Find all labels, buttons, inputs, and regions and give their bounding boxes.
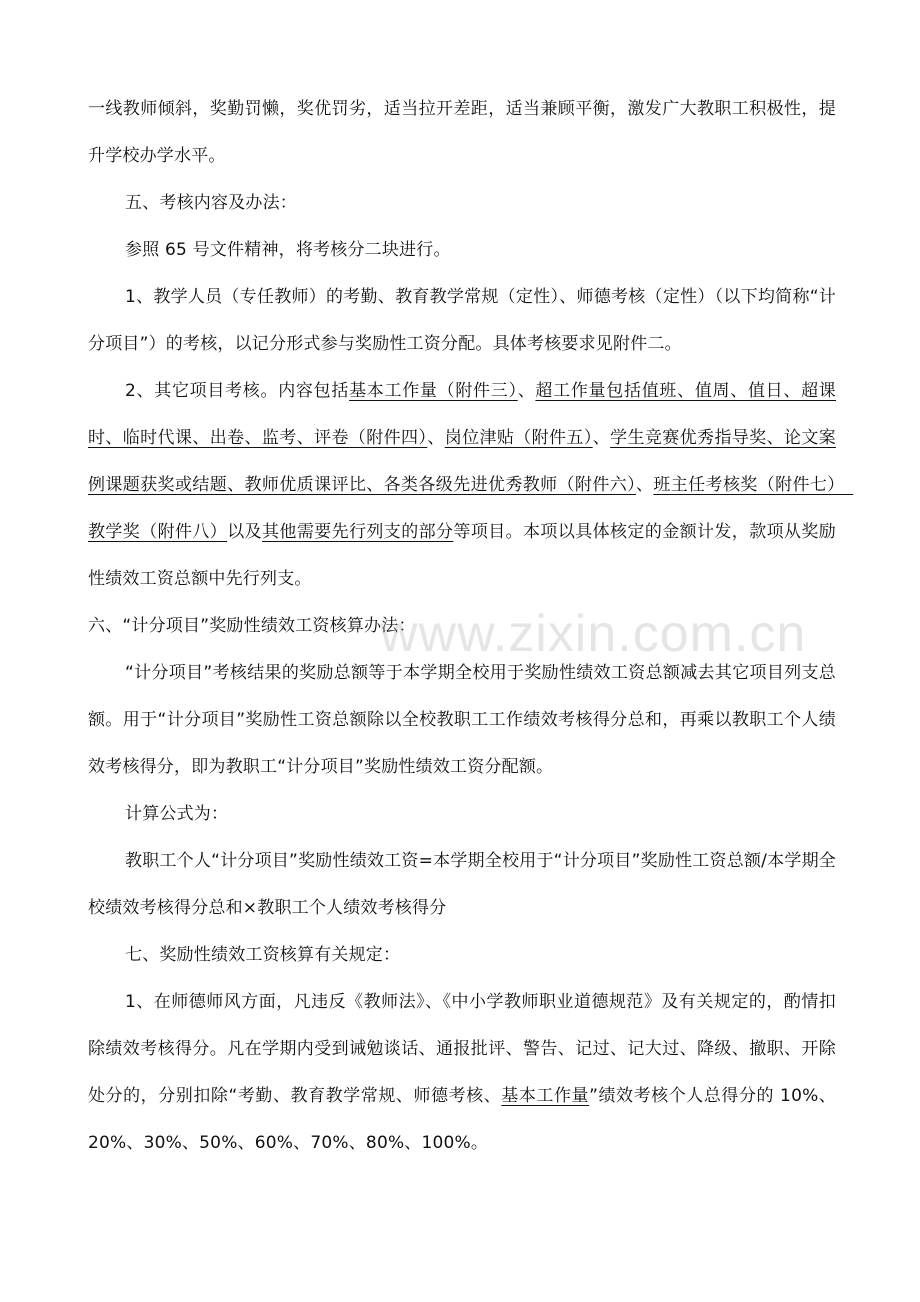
item-2-sep-4: 、	[636, 475, 654, 495]
ethics-basic-workload: 基本工作量	[501, 1086, 590, 1106]
section-7-heading: 七、奖励性绩效工资核算有关规定：	[125, 945, 401, 965]
item-2-basic-workload: 基本工作量（附件三）	[349, 381, 518, 401]
item-2-spacer	[853, 475, 870, 495]
paragraph-reference-65: 参照 65 号文件精神，将考核分二块进行。	[125, 240, 451, 260]
item-2-sep-3: 、	[592, 428, 611, 448]
paragraph-intro-continuation: 一线教师倾斜，奖勤罚懒，奖优罚劣，适当拉开差距，适当兼顾平衡，激发广大教职工积极性，提升学校办学水平。	[88, 99, 836, 166]
formula-label: 计算公式为：	[125, 804, 229, 824]
item-2-other-expenses: 其他需要先行列支的部分	[262, 522, 454, 542]
item-2-extra-workload: 超工作量包括值班、值周、值日、超课时、临时代课、出卷、监考、评卷（附件四）	[88, 381, 837, 448]
item-2-post-allowance: 岗位津贴（附件五）	[444, 428, 593, 448]
paragraph-ethics-rule	[88, 979, 836, 1167]
formula-text: 教职工个人“计分项目”奖励性绩效工资=本学期全校用于“计分项目”奖励性工资总额/本学期全校绩效考核得分总和×教职工个人绩效考核得分	[88, 851, 836, 918]
section-6-heading: 六、“计分项目”奖励性绩效工资核算办法：	[88, 616, 416, 636]
section-5-heading: 五、考核内容及办法：	[125, 193, 297, 213]
item-2-text-1: 2、其它项目考核。内容包括	[125, 381, 350, 401]
item-2-gap	[836, 475, 853, 495]
item-2-sep-2: 、	[427, 428, 445, 448]
item-2-head-teacher-award: 班主任考核奖（附件七）	[653, 475, 836, 495]
paragraph-scoring-method: “计分项目”考核结果的奖励总额等于本学期全校用于奖励性绩效工资总额减去其它项目列支总额。用于“计分项目”奖励性工资总额除以全校教职工工作绩效考核得分总和，再乘以教职工个人绩效考核得分，即为教职工“计分项目”奖励性绩效工资分配额。	[88, 663, 836, 777]
ethics-text-2: ”绩效考核个人总得分的 10%、20%、30%、50%、60%、70%、80%、100%。	[88, 1086, 837, 1153]
item-2-teaching-award: 教学奖（附件八）	[88, 522, 228, 542]
paragraph-item-1: 1、教学人员（专任教师）的考勤、教育教学常规（定性）、师德考核（定性）（以下均简称“计分项目”）的考核，以记分形式参与奖励性工资分配。具体考核要求见附件二。	[88, 287, 836, 354]
watermark: www.zixin.com.cn	[380, 605, 807, 663]
paragraph-item-2	[88, 368, 836, 603]
item-2-awards: 学生竞赛优秀指导奖、论文案例课题获奖或结题、教师优质课评比、各类各级先进优秀教师（附件六）	[88, 428, 836, 495]
item-2-text-and: 以及	[227, 522, 263, 542]
document-body	[88, 86, 836, 1167]
item-2-sep-1: 、	[517, 381, 536, 401]
ethics-text-1: 1、在师德师风方面，凡违反《教师法》、《中小学教师职业道德规范》及有关规定的，酌情扣除绩效考核得分。凡在学期内受到诫勉谈话、通报批评、警告、记过、记大过、降级、撤职、开除处分的，分别扣除“考勤、教育教学常规、师德考核、	[88, 992, 836, 1106]
item-2-text-end: 等项目。本项以具体核定的金额计发，款项从奖励性绩效工资总额中先行列支。	[88, 522, 837, 589]
